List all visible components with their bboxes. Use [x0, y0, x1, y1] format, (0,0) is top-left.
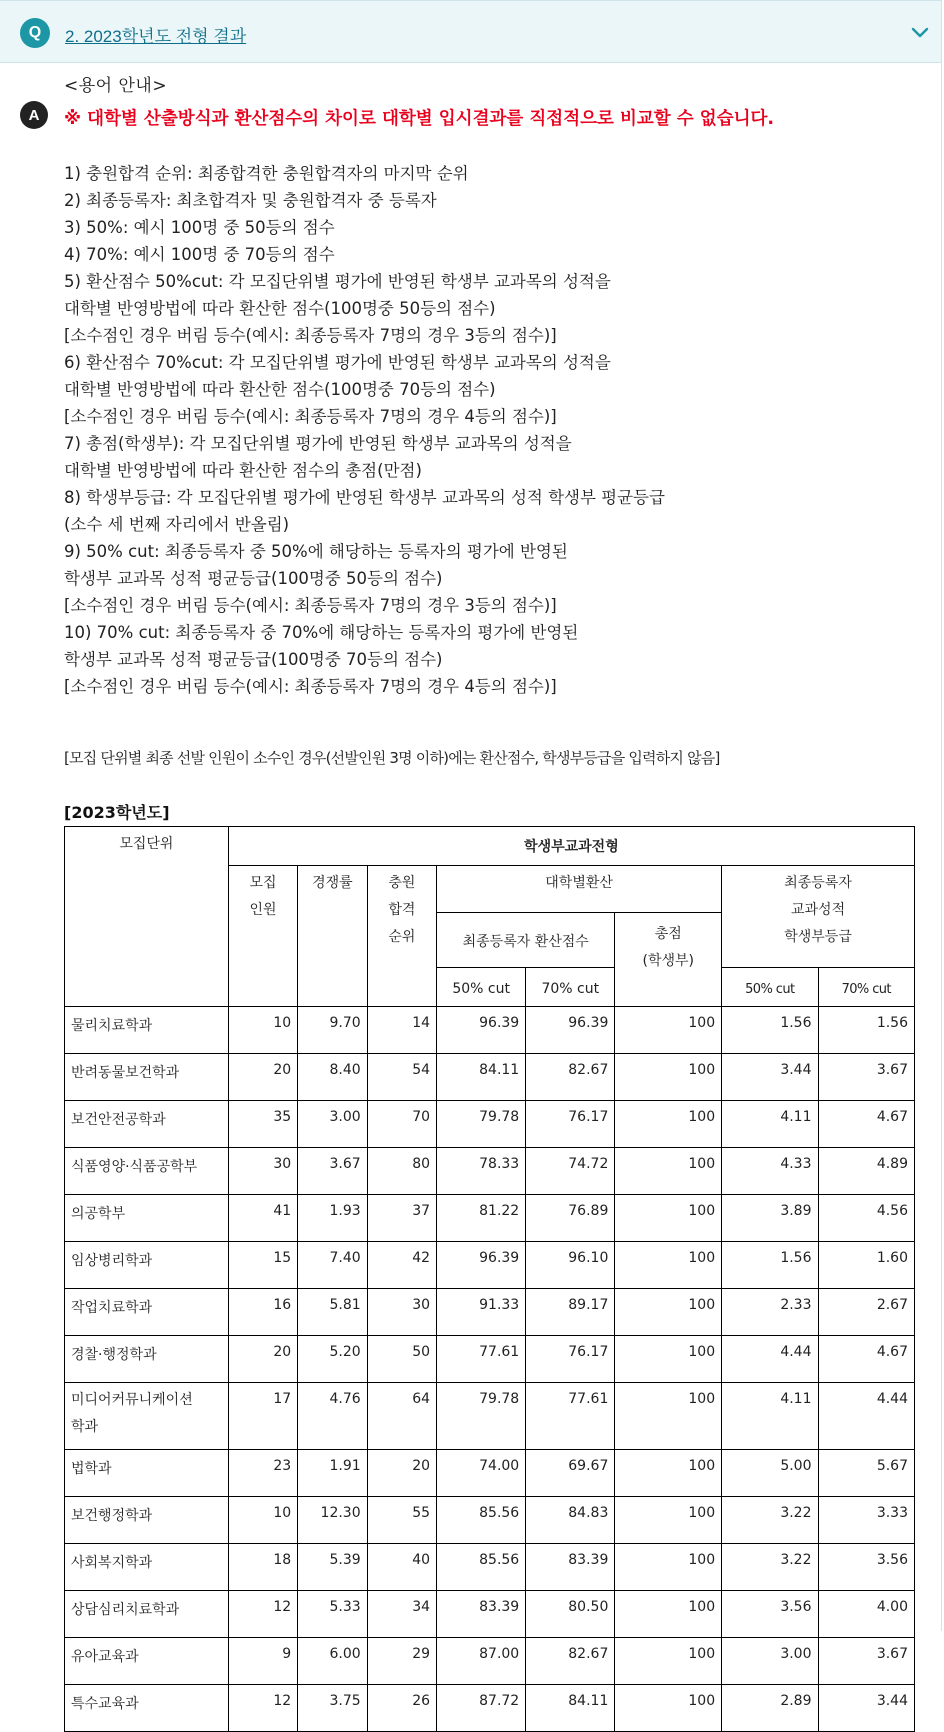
answer-badge: A — [20, 101, 48, 129]
cell-g70: 4.56 — [818, 1195, 915, 1242]
term-line: [소수점인 경우 버림 등수(예시: 최종등록자 7명의 경우 4등의 점수)] — [64, 407, 557, 426]
cell-s70: 74.72 — [526, 1148, 615, 1195]
term-line: 2) 최종등록자: 최초합격자 및 충원합격자 중 등록자 — [64, 191, 437, 210]
cell-total: 100 — [615, 1497, 722, 1544]
cell-g70: 4.67 — [818, 1101, 915, 1148]
cell-quota: 10 — [228, 1497, 297, 1544]
cell-g50: 3.44 — [722, 1054, 818, 1101]
cell-g50: 2.89 — [722, 1685, 818, 1732]
term-line: 8) 학생부등급: 각 모집단위별 평가에 반영된 학생부 교과목의 성적 학생부 평균등급 — [64, 488, 665, 507]
cell-quota: 20 — [228, 1054, 297, 1101]
header-cut50: 50% cut — [437, 968, 526, 1007]
cell-rank: 29 — [367, 1638, 436, 1685]
cell-unit-name: 반려동물보건학과 — [65, 1054, 229, 1101]
cell-g70: 3.67 — [818, 1054, 915, 1101]
table-row — [65, 1195, 915, 1242]
cell-g50: 2.33 — [722, 1289, 818, 1336]
note-text: [모집 단위별 최종 선발 인원이 소수인 경우(선발인원 3명 이하)에는 환산점수, 학생부등급을 입력하지 않음] — [64, 749, 720, 767]
cell-rate: 1.91 — [298, 1450, 367, 1497]
cell-g50: 3.00 — [722, 1638, 818, 1685]
table-row — [65, 1591, 915, 1638]
cell-g70: 3.67 — [818, 1638, 915, 1685]
table-row — [65, 1289, 915, 1336]
cell-s50: 79.78 — [437, 1383, 526, 1450]
cell-rank: 20 — [367, 1450, 436, 1497]
cell-s70: 76.17 — [526, 1336, 615, 1383]
cell-total: 100 — [615, 1544, 722, 1591]
cell-g70: 1.56 — [818, 1007, 915, 1054]
term-line: 5) 환산점수 50%cut: 각 모집단위별 평가에 반영된 학생부 교과목의 성적을 — [64, 272, 611, 291]
table-row — [65, 1685, 915, 1732]
guide-title: <용어 안내> — [64, 76, 168, 96]
cell-rank: 37 — [367, 1195, 436, 1242]
cell-rate: 3.00 — [298, 1101, 367, 1148]
header-track: 학생부교과전형 — [228, 827, 914, 866]
cell-g50: 1.56 — [722, 1242, 818, 1289]
header-competition: 경쟁률 — [298, 866, 367, 1007]
cell-g50: 3.56 — [722, 1591, 818, 1638]
cell-g70: 4.44 — [818, 1383, 915, 1450]
cell-unit-name: 작업치료학과 — [65, 1289, 229, 1336]
cell-g50: 1.56 — [722, 1007, 818, 1054]
cell-unit-name: 식품영양·식품공학부 — [65, 1148, 229, 1195]
cell-s70: 83.39 — [526, 1544, 615, 1591]
cell-rate: 5.39 — [298, 1544, 367, 1591]
cell-total: 100 — [615, 1685, 722, 1732]
cell-s50: 74.00 — [437, 1450, 526, 1497]
cell-total: 100 — [615, 1591, 722, 1638]
cell-quota: 9 — [228, 1638, 297, 1685]
cell-s50: 87.00 — [437, 1638, 526, 1685]
table-row — [65, 1101, 915, 1148]
cell-quota: 18 — [228, 1544, 297, 1591]
cell-rank: 30 — [367, 1289, 436, 1336]
cell-unit-name: 사회복지학과 — [65, 1544, 229, 1591]
cell-total: 100 — [615, 1450, 722, 1497]
table-row — [65, 1007, 915, 1054]
header-grade70: 70% cut — [818, 968, 915, 1007]
term-line: [소수점인 경우 버림 등수(예시: 최종등록자 7명의 경우 3등의 점수)] — [64, 596, 557, 615]
cell-rank: 70 — [367, 1101, 436, 1148]
cell-s70: 69.67 — [526, 1450, 615, 1497]
cell-total: 100 — [615, 1148, 722, 1195]
cell-g50: 3.89 — [722, 1195, 818, 1242]
header-quota: 모집 인원 — [228, 866, 297, 1007]
cell-g70: 3.56 — [818, 1544, 915, 1591]
table-row — [65, 1054, 915, 1101]
term-line: 3) 50%: 예시 100명 중 50등의 점수 — [64, 218, 335, 237]
cell-rank: 54 — [367, 1054, 436, 1101]
cell-s70: 77.61 — [526, 1383, 615, 1450]
term-line: 6) 환산점수 70%cut: 각 모집단위별 평가에 반영된 학생부 교과목의 성적을 — [64, 353, 611, 372]
cell-quota: 12 — [228, 1685, 297, 1732]
terms-list — [64, 160, 665, 700]
cell-s50: 78.33 — [437, 1148, 526, 1195]
cell-s70: 76.89 — [526, 1195, 615, 1242]
cell-quota: 16 — [228, 1289, 297, 1336]
results-table — [64, 826, 915, 1732]
term-line: [소수점인 경우 버림 등수(예시: 최종등록자 7명의 경우 4등의 점수)] — [64, 677, 557, 696]
term-line: 학생부 교과목 성적 평균등급(100명중 50등의 점수) — [64, 569, 443, 588]
table-row — [65, 1242, 915, 1289]
cell-g70: 1.60 — [818, 1242, 915, 1289]
cell-rate: 5.20 — [298, 1336, 367, 1383]
cell-s50: 85.56 — [437, 1544, 526, 1591]
cell-total: 100 — [615, 1638, 722, 1685]
cell-quota: 15 — [228, 1242, 297, 1289]
cell-quota: 30 — [228, 1148, 297, 1195]
question-header[interactable] — [0, 0, 942, 63]
cell-rank: 55 — [367, 1497, 436, 1544]
cell-rate: 5.81 — [298, 1289, 367, 1336]
cell-rank: 40 — [367, 1544, 436, 1591]
cell-rate: 5.33 — [298, 1591, 367, 1638]
cell-total: 100 — [615, 1101, 722, 1148]
cell-g70: 3.44 — [818, 1685, 915, 1732]
cell-rate: 12.30 — [298, 1497, 367, 1544]
cell-g50: 4.44 — [722, 1336, 818, 1383]
header-grade50: 50% cut — [722, 968, 818, 1007]
header-total: 총점 (학생부) — [615, 913, 722, 1007]
cell-g50: 4.33 — [722, 1148, 818, 1195]
cell-unit-name: 유아교육과 — [65, 1638, 229, 1685]
cell-s70: 84.83 — [526, 1497, 615, 1544]
cell-s70: 96.10 — [526, 1242, 615, 1289]
cell-g50: 5.00 — [722, 1450, 818, 1497]
cell-s50: 77.61 — [437, 1336, 526, 1383]
term-line: [소수점인 경우 버림 등수(예시: 최종등록자 7명의 경우 3등의 점수)] — [64, 326, 557, 345]
cell-rate: 6.00 — [298, 1638, 367, 1685]
cell-unit-name: 법학과 — [65, 1450, 229, 1497]
cell-g70: 4.67 — [818, 1336, 915, 1383]
question-title[interactable]: 2. 2023학년도 전형 결과 — [65, 27, 247, 46]
cell-g70: 5.67 — [818, 1450, 915, 1497]
table-row — [65, 1497, 915, 1544]
cell-unit-name: 미디어커뮤니케이션 학과 — [65, 1383, 229, 1450]
term-line: 9) 50% cut: 최종등록자 중 50%에 해당하는 등록자의 평가에 반영된 — [64, 542, 568, 561]
cell-quota: 10 — [228, 1007, 297, 1054]
term-line: 7) 총점(학생부): 각 모집단위별 평가에 반영된 학생부 교과목의 성적을 — [64, 434, 572, 453]
cell-rank: 80 — [367, 1148, 436, 1195]
cell-g50: 3.22 — [722, 1497, 818, 1544]
cell-s50: 83.39 — [437, 1591, 526, 1638]
cell-g70: 2.67 — [818, 1289, 915, 1336]
cell-s70: 84.11 — [526, 1685, 615, 1732]
cell-unit-name: 의공학부 — [65, 1195, 229, 1242]
cell-rate: 4.76 — [298, 1383, 367, 1450]
cell-unit-name: 물리치료학과 — [65, 1007, 229, 1054]
table-row — [65, 1148, 915, 1195]
cell-total: 100 — [615, 1242, 722, 1289]
header-waitlist-rank: 충원 합격 순위 — [367, 866, 436, 1007]
cell-quota: 41 — [228, 1195, 297, 1242]
cell-unit-name: 상담심리치료학과 — [65, 1591, 229, 1638]
term-line: (소수 세 번째 자리에서 반올림) — [64, 515, 290, 534]
cell-g70: 4.00 — [818, 1591, 915, 1638]
term-line: 10) 70% cut: 최종등록자 중 70%에 해당하는 등록자의 평가에 반영된 — [64, 623, 579, 642]
cell-quota: 12 — [228, 1591, 297, 1638]
cell-g50: 3.22 — [722, 1544, 818, 1591]
cell-s70: 82.67 — [526, 1054, 615, 1101]
table-row — [65, 1336, 915, 1383]
chevron-down-icon[interactable] — [910, 23, 930, 43]
cell-s50: 81.22 — [437, 1195, 526, 1242]
term-line: 대학별 반영방법에 따라 환산한 점수의 총점(만점) — [64, 461, 422, 480]
cell-quota: 35 — [228, 1101, 297, 1148]
cell-unit-name: 특수교육과 — [65, 1685, 229, 1732]
term-line: 1) 충원합격 순위: 최종합격한 충원합격자의 마지막 순위 — [64, 164, 469, 183]
cell-rate: 9.70 — [298, 1007, 367, 1054]
warning-text: ※ 대학별 산출방식과 환산점수의 차이로 대학별 입시결과를 직접적으로 비교할 수 없습니다. — [64, 109, 775, 129]
table-row — [65, 1638, 915, 1685]
cell-total: 100 — [615, 1289, 722, 1336]
cell-g70: 3.33 — [818, 1497, 915, 1544]
term-line: 대학별 반영방법에 따라 환산한 점수(100명중 50등의 점수) — [64, 299, 496, 318]
cell-g70: 4.89 — [818, 1148, 915, 1195]
cell-rank: 14 — [367, 1007, 436, 1054]
cell-s50: 87.72 — [437, 1685, 526, 1732]
table-row — [65, 1544, 915, 1591]
cell-s70: 80.50 — [526, 1591, 615, 1638]
cell-total: 100 — [615, 1054, 722, 1101]
cell-total: 100 — [615, 1007, 722, 1054]
year-title: [2023학년도] — [64, 803, 170, 822]
cell-s50: 85.56 — [437, 1497, 526, 1544]
cell-s50: 84.11 — [437, 1054, 526, 1101]
cell-quota: 23 — [228, 1450, 297, 1497]
table-row — [65, 1383, 915, 1450]
cell-s70: 89.17 — [526, 1289, 615, 1336]
cell-total: 100 — [615, 1195, 722, 1242]
cell-rate: 3.75 — [298, 1685, 367, 1732]
cell-s50: 79.78 — [437, 1101, 526, 1148]
header-final-conversion: 최종등록자 환산점수 — [437, 913, 615, 968]
cell-rank: 26 — [367, 1685, 436, 1732]
cell-g50: 4.11 — [722, 1383, 818, 1450]
cell-unit-name: 임상병리학과 — [65, 1242, 229, 1289]
header-final-grade: 최종등록자 교과성적 학생부등급 — [722, 866, 915, 968]
cell-unit-name: 경찰·행정학과 — [65, 1336, 229, 1383]
cell-s50: 96.39 — [437, 1007, 526, 1054]
cell-unit-name: 보건행정학과 — [65, 1497, 229, 1544]
cell-s50: 91.33 — [437, 1289, 526, 1336]
cell-rate: 1.93 — [298, 1195, 367, 1242]
cell-rate: 8.40 — [298, 1054, 367, 1101]
cell-total: 100 — [615, 1336, 722, 1383]
cell-s70: 82.67 — [526, 1638, 615, 1685]
cell-rank: 64 — [367, 1383, 436, 1450]
cell-s50: 96.39 — [437, 1242, 526, 1289]
header-cut70: 70% cut — [526, 968, 615, 1007]
cell-unit-name: 보건안전공학과 — [65, 1101, 229, 1148]
term-line: 4) 70%: 예시 100명 중 70등의 점수 — [64, 245, 335, 264]
cell-rank: 50 — [367, 1336, 436, 1383]
cell-s70: 96.39 — [526, 1007, 615, 1054]
header-univ-conversion: 대학별환산 — [437, 866, 722, 913]
term-line: 학생부 교과목 성적 평균등급(100명중 70등의 점수) — [64, 650, 443, 669]
cell-rank: 42 — [367, 1242, 436, 1289]
cell-quota: 17 — [228, 1383, 297, 1450]
question-badge: Q — [20, 18, 50, 48]
cell-rate: 3.67 — [298, 1148, 367, 1195]
cell-g50: 4.11 — [722, 1101, 818, 1148]
cell-total: 100 — [615, 1383, 722, 1450]
cell-s70: 76.17 — [526, 1101, 615, 1148]
header-unit: 모집단위 — [65, 827, 229, 1007]
cell-rate: 7.40 — [298, 1242, 367, 1289]
cell-rank: 34 — [367, 1591, 436, 1638]
term-line: 대학별 반영방법에 따라 환산한 점수(100명중 70등의 점수) — [64, 380, 496, 399]
cell-quota: 20 — [228, 1336, 297, 1383]
table-row — [65, 1450, 915, 1497]
